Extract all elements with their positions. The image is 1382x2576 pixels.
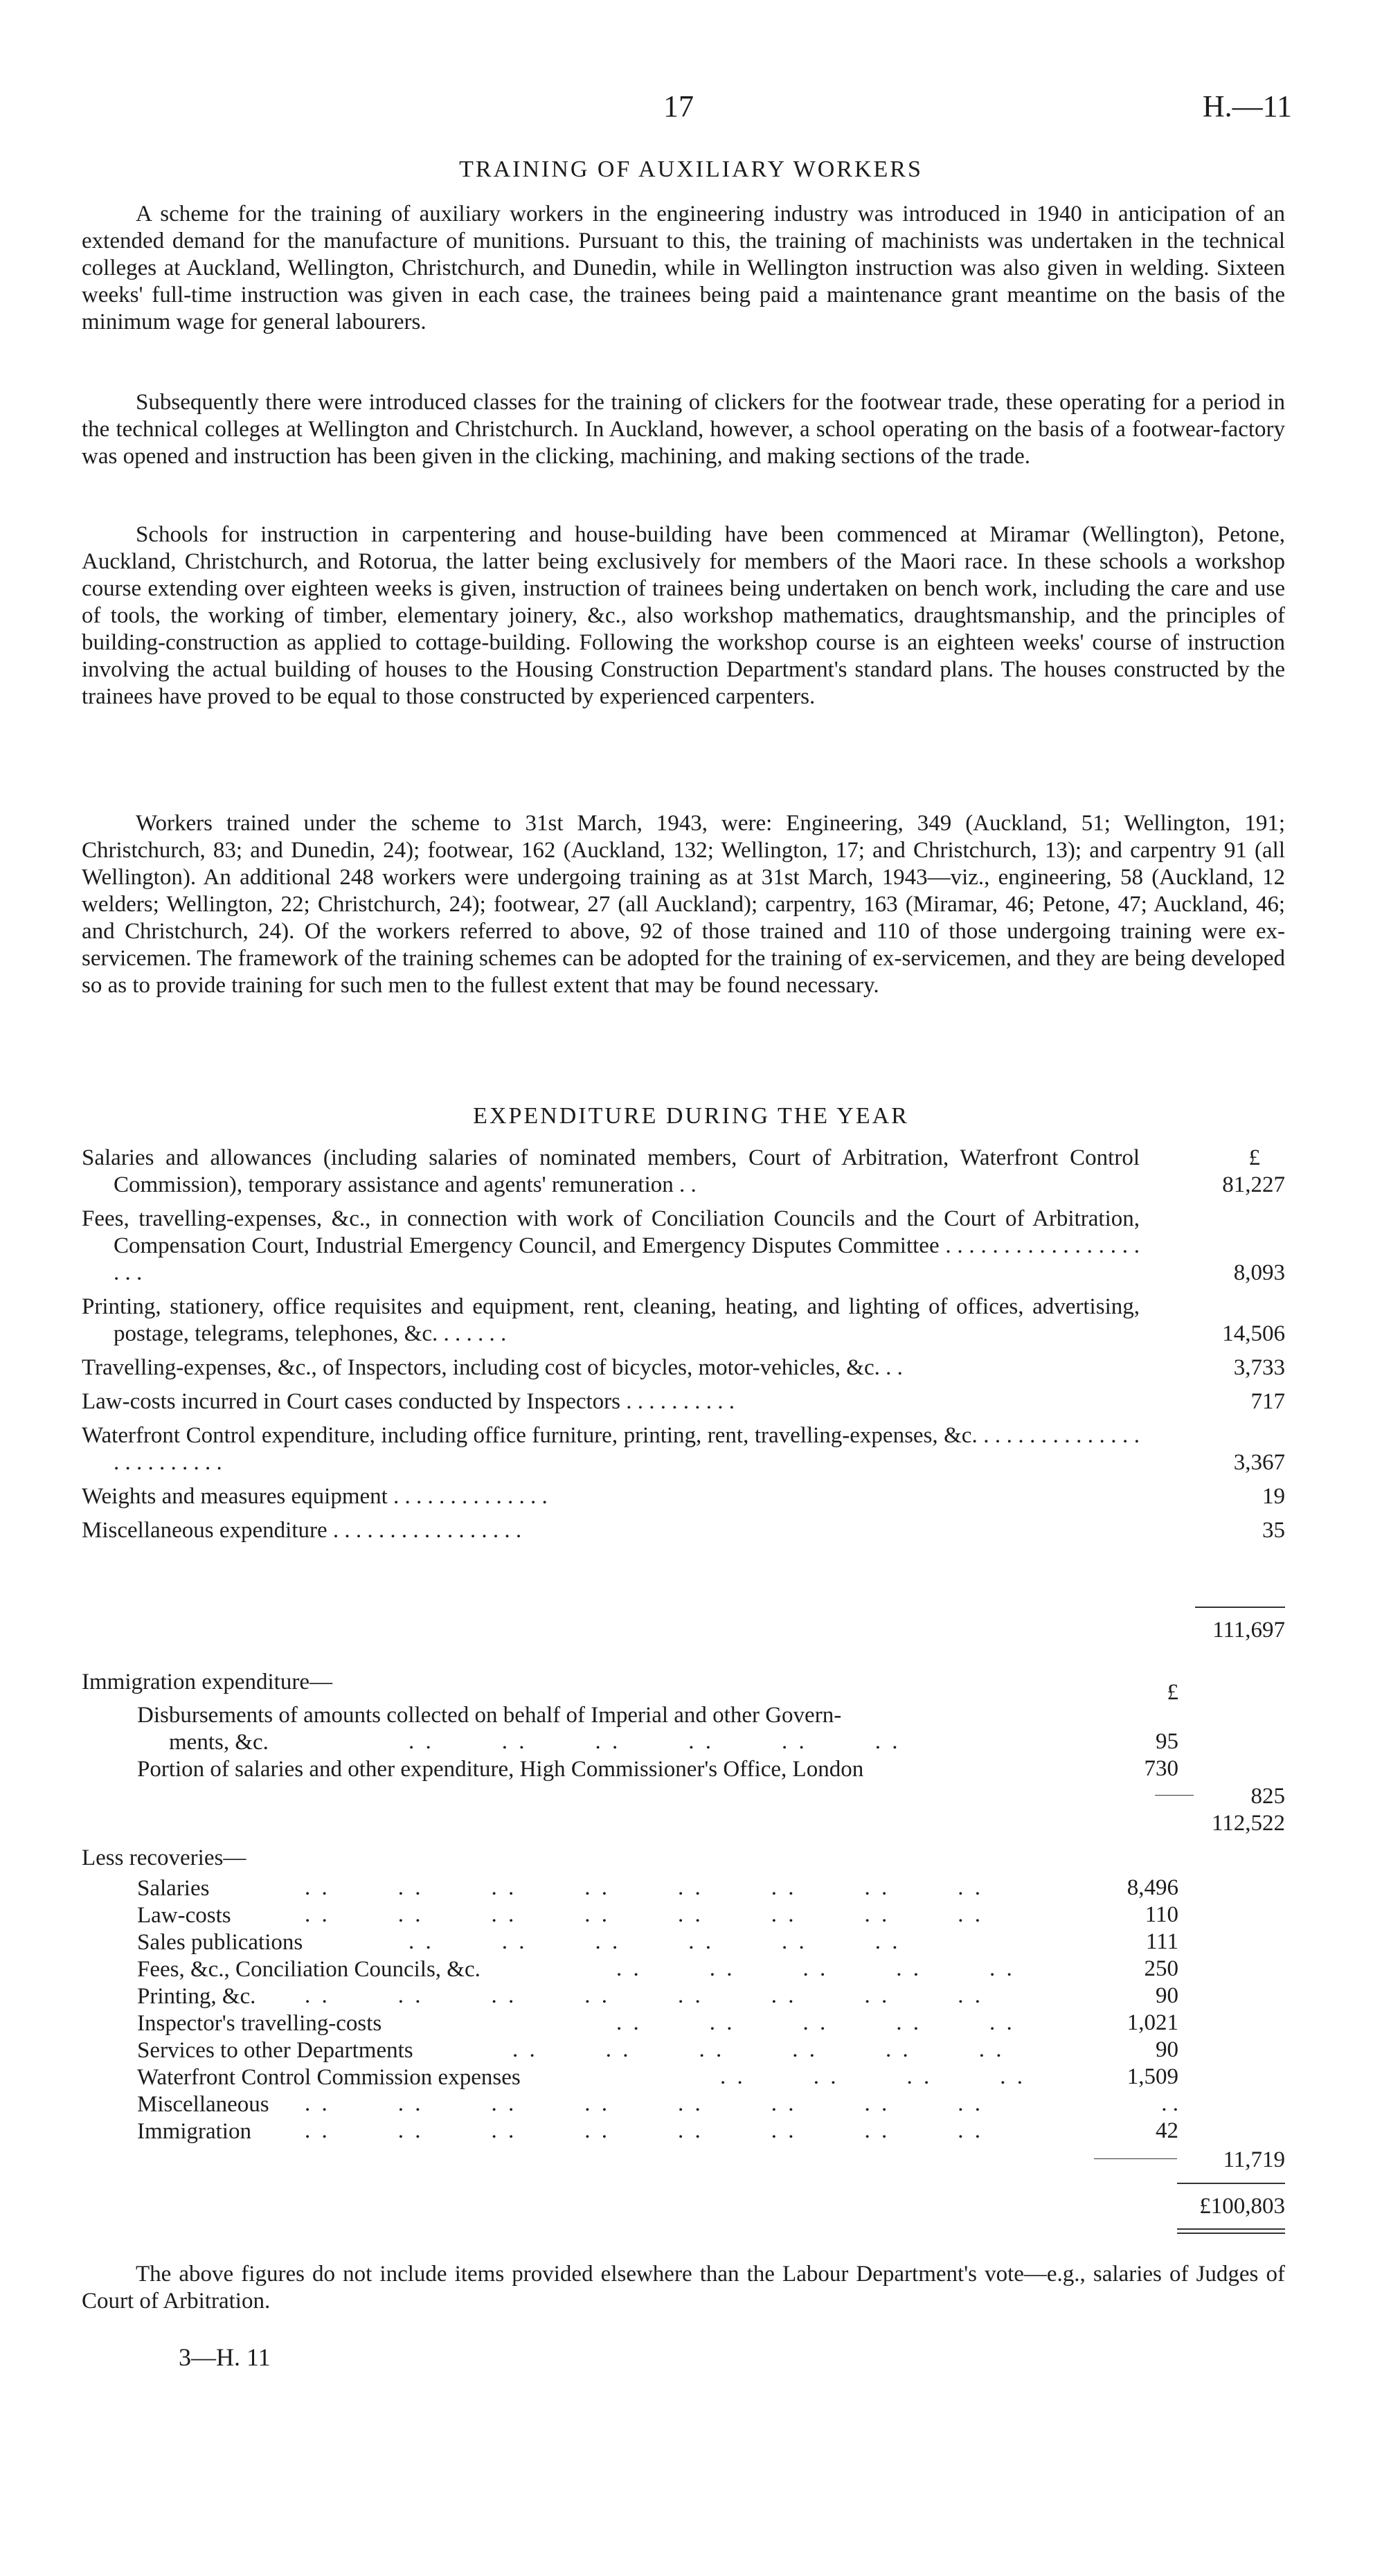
page-number: 17 xyxy=(663,89,694,123)
leader-dots: . . . . . . . . . . . . xyxy=(409,1729,901,1754)
grand-total-rule-top xyxy=(1177,2183,1285,2184)
immigration-heading: Immigration expenditure— xyxy=(82,1670,332,1694)
expenditure-list xyxy=(82,1145,1285,1551)
immigration-total: 825 xyxy=(1250,1784,1285,1809)
recovery-amount: 111 xyxy=(1145,1929,1178,1954)
expenditure-item xyxy=(82,1422,1285,1476)
expenditure-amount: 19 xyxy=(1262,1484,1285,1509)
expenditure-label: Miscellaneous expenditure . . . . . . . . . . . . . . . . . xyxy=(82,1518,522,1543)
expenditure-item xyxy=(82,1517,1285,1544)
recovery-amount: . . xyxy=(1161,2091,1178,2116)
immigration-item-amount: 95 xyxy=(1156,1729,1178,1754)
paragraph-4: Workers trained under the scheme to 31st March, 1943, were: Engineering, 349 (Auckland, 51; Wellington, 191; Christchurch, 83; and Dunedin, 24); footwear, 162 (Auckland, 132; Wellington, 17; and Christchurch, 13); and carpentry 91 (all Wellington). An additional 248 workers were undergoing training as at 31st March, 1943—viz., engineering, 58 (Auckland, 12 welders; Wellington, 22; Christchurch, 24); footwear, 27 (all Auckland); carpentry, 163 (Miramar, 46; Petone, 47; Auckland, 46; and Christchurch, 24). Of the workers referred to above, 92 of those trained and 110 of those undergoing training were ex-servicemen. The framework of the training schemes can be adopted for the training of ex-servicemen, and they are being developed so as to provide training for such men to the fullest extent that may be found necessary. xyxy=(82,811,1285,998)
expenditure-label: Printing, stationery, office requisites and equipment, rent, cleaning, heating, and lighting of offices, advertising, postage, telegrams, telephones, &c. . . . . . . xyxy=(82,1294,1140,1346)
leader-dots: . . . . . . . . . . . . . . . . xyxy=(305,1902,983,1927)
expenditure-amount: 14,506 xyxy=(1222,1321,1285,1346)
currency-symbol: £ xyxy=(1167,1680,1178,1705)
recovery-label: Waterfront Control Commission expenses xyxy=(137,2065,521,2090)
grand-total-rule-bottom xyxy=(1177,2228,1285,2230)
leader-dots: . . . . . . . . . . xyxy=(616,1956,1015,1981)
recovery-amount: 90 xyxy=(1156,2037,1178,2062)
immigration-item-amount: 730 xyxy=(1144,1756,1178,1781)
immigration-item-label: Portion of salaries and other expenditure, High Commissioner's Office, London xyxy=(137,1757,864,1782)
paragraph-2: Subsequently there were introduced classes for the training of clickers for the footwear trade, these operating for a period in the technical colleges at Wellington and Christchurch. In Auckland, however, a school operating on the basis of a footwear-factory was opened and instruction has been given in the clicking, machining, and making sections of the trade. xyxy=(82,390,1285,469)
recovery-amount: 1,509 xyxy=(1127,2064,1178,2089)
section-title-training: TRAINING OF AUXILIARY WORKERS xyxy=(459,156,923,182)
recovery-amount: 42 xyxy=(1156,2118,1178,2143)
expenditure-label: Law-costs incurred in Court cases conducted by Inspectors . . . . . . . . . . xyxy=(82,1389,735,1414)
recovery-amount: 90 xyxy=(1156,1983,1178,2008)
recovery-label: Sales publications xyxy=(137,1930,303,1955)
expenditure-amount: 717 xyxy=(1250,1389,1285,1414)
section-title-expenditure: EXPENDITURE DURING THE YEAR xyxy=(473,1103,909,1129)
document-reference: H.—11 xyxy=(1202,89,1292,123)
expenditure-note: The above figures do not include items provided elsewhere than the Labour Department's vote—e.g., salaries of Judges of Court of Arbitration. xyxy=(82,2262,1285,2314)
leader-dots: . . . . . . . . . . . . . . . . xyxy=(305,2118,983,2143)
leader-dots: . . . . . . . . . . . . . . . . xyxy=(305,1983,983,2008)
recovery-label: Fees, &c., Conciliation Councils, &c. xyxy=(137,1957,481,1982)
recovery-label: Inspector's travelling-costs xyxy=(137,2011,382,2036)
page-signature: 3—H. 11 xyxy=(179,2343,271,2371)
immigration-item-label-continued: ments, &c. xyxy=(169,1730,269,1755)
leader-dots: . . . . . . . . . . . . . . . . xyxy=(305,2091,983,2116)
paragraph-3: Schools for instruction in carpentering and house-building have been commenced at Miramar (Wellington), Petone, Auckland, Christchurch, and Rotorua, the latter being exclusively for members of the Maori race. In these schools a workshop course extending over eighteen weeks is given, instruction of trainees being undertaken on bench work, including the care and use of tools, the working of timber, elementary joinery, &c., also workshop mathematics, draughtsmanship, and the principles of building-construction as applied to cottage-building. Following the workshop course is an eighteen weeks' course of instruction involving the actual building of houses to the Housing Construction Department's standard plans. The houses constructed by the trainees have proved to be equal to those constructed by experienced carpenters. xyxy=(82,522,1285,709)
recovery-label: Services to other Departments xyxy=(137,2038,413,2063)
expenditure-item xyxy=(82,1483,1285,1510)
currency-symbol: £ xyxy=(1248,1145,1260,1170)
expenditure-item xyxy=(82,1145,1285,1199)
expenditure-label: Weights and measures equipment . . . . . . . . . . . . . . xyxy=(82,1484,548,1509)
recovery-amount: 250 xyxy=(1144,1956,1178,1981)
recovery-amount: 110 xyxy=(1145,1902,1178,1927)
recovery-amount: 1,021 xyxy=(1127,2010,1178,2035)
recoveries-total: 11,719 xyxy=(1223,2147,1285,2172)
paragraph-1: A scheme for the training of auxiliary workers in the engineering industry was introduced in 1940 in anticipation of an extended demand for the manufacture of munitions. Pursuant to this, the training of machinists was undertaken in the technical colleges at Auckland, Wellington, Christchurch, and Dunedin, while in Wellington instruction was also given in welding. Sixteen weeks' full-time instruction was given in each case, the trainees being paid a maintenance grant meantime on the basis of the minimum wage for general labourers. xyxy=(82,202,1285,334)
recovery-label: Printing, &c. xyxy=(137,1984,256,2009)
recovery-label: Law-costs xyxy=(137,1903,231,1928)
immigration-rule xyxy=(1155,1795,1194,1796)
page-header xyxy=(0,89,1382,130)
expenditure-label: Salaries and allowances (including salaries of nominated members, Court of Arbitration, Waterfront Control Commission), temporary assistance and agents' remuneration . . xyxy=(82,1145,1140,1197)
subtotal-amount-2: 112,522 xyxy=(1211,1811,1285,1836)
recovery-label: Immigration xyxy=(137,2119,251,2144)
subtotal-rule xyxy=(1195,1607,1285,1608)
leader-dots: . . . . . . . . xyxy=(720,2064,1025,2089)
grand-total: £100,803 xyxy=(1199,2194,1285,2219)
expenditure-amount: 3,733 xyxy=(1233,1355,1285,1380)
recoveries-rule xyxy=(1094,2158,1177,2159)
expenditure-label: Fees, travelling-expenses, &c., in connection with work of Conciliation Councils and the Court of Arbitration, Compensation Court, Industrial Emergency Council, and Emergency Disputes Committee . . . . . . . . . . . . . . . . . . . . xyxy=(82,1206,1140,1285)
expenditure-item xyxy=(82,1354,1285,1381)
expenditure-amount: 35 xyxy=(1262,1518,1285,1543)
recovery-amount: 8,496 xyxy=(1127,1875,1178,1900)
expenditure-amount: 3,367 xyxy=(1233,1450,1285,1475)
expenditure-label: Travelling-expenses, &c., of Inspectors, including cost of bicycles, motor-vehicles, &c. . . xyxy=(82,1355,903,1380)
grand-total-rule-double xyxy=(1177,2233,1285,2234)
expenditure-label: Waterfront Control expenditure, including office furniture, printing, rent, travelling-expenses, &c. . . . . . . . . . . . . . . . . . . . . . . . . xyxy=(82,1423,1140,1475)
leader-dots: . . . . . . . . . . . . xyxy=(409,1929,901,1954)
expenditure-item xyxy=(82,1206,1285,1287)
subtotal-amount: 111,697 xyxy=(1212,1618,1285,1643)
expenditure-amount: 8,093 xyxy=(1233,1260,1285,1285)
recoveries-heading: Less recoveries— xyxy=(82,1845,246,1870)
recovery-label: Miscellaneous xyxy=(137,2092,269,2117)
expenditure-amount: 81,227 xyxy=(1222,1172,1285,1197)
leader-dots: . . . . . . . . . . . . . . . . xyxy=(305,1875,983,1900)
expenditure-item xyxy=(82,1294,1285,1348)
expenditure-item xyxy=(82,1388,1285,1415)
leader-dots: . . . . . . . . . . xyxy=(616,2010,1015,2035)
immigration-item-label: Disbursements of amounts collected on behalf of Imperial and other Govern- xyxy=(137,1703,842,1728)
leader-dots: . . . . . . . . . . . . xyxy=(512,2037,1005,2062)
recovery-label: Salaries xyxy=(137,1876,210,1901)
